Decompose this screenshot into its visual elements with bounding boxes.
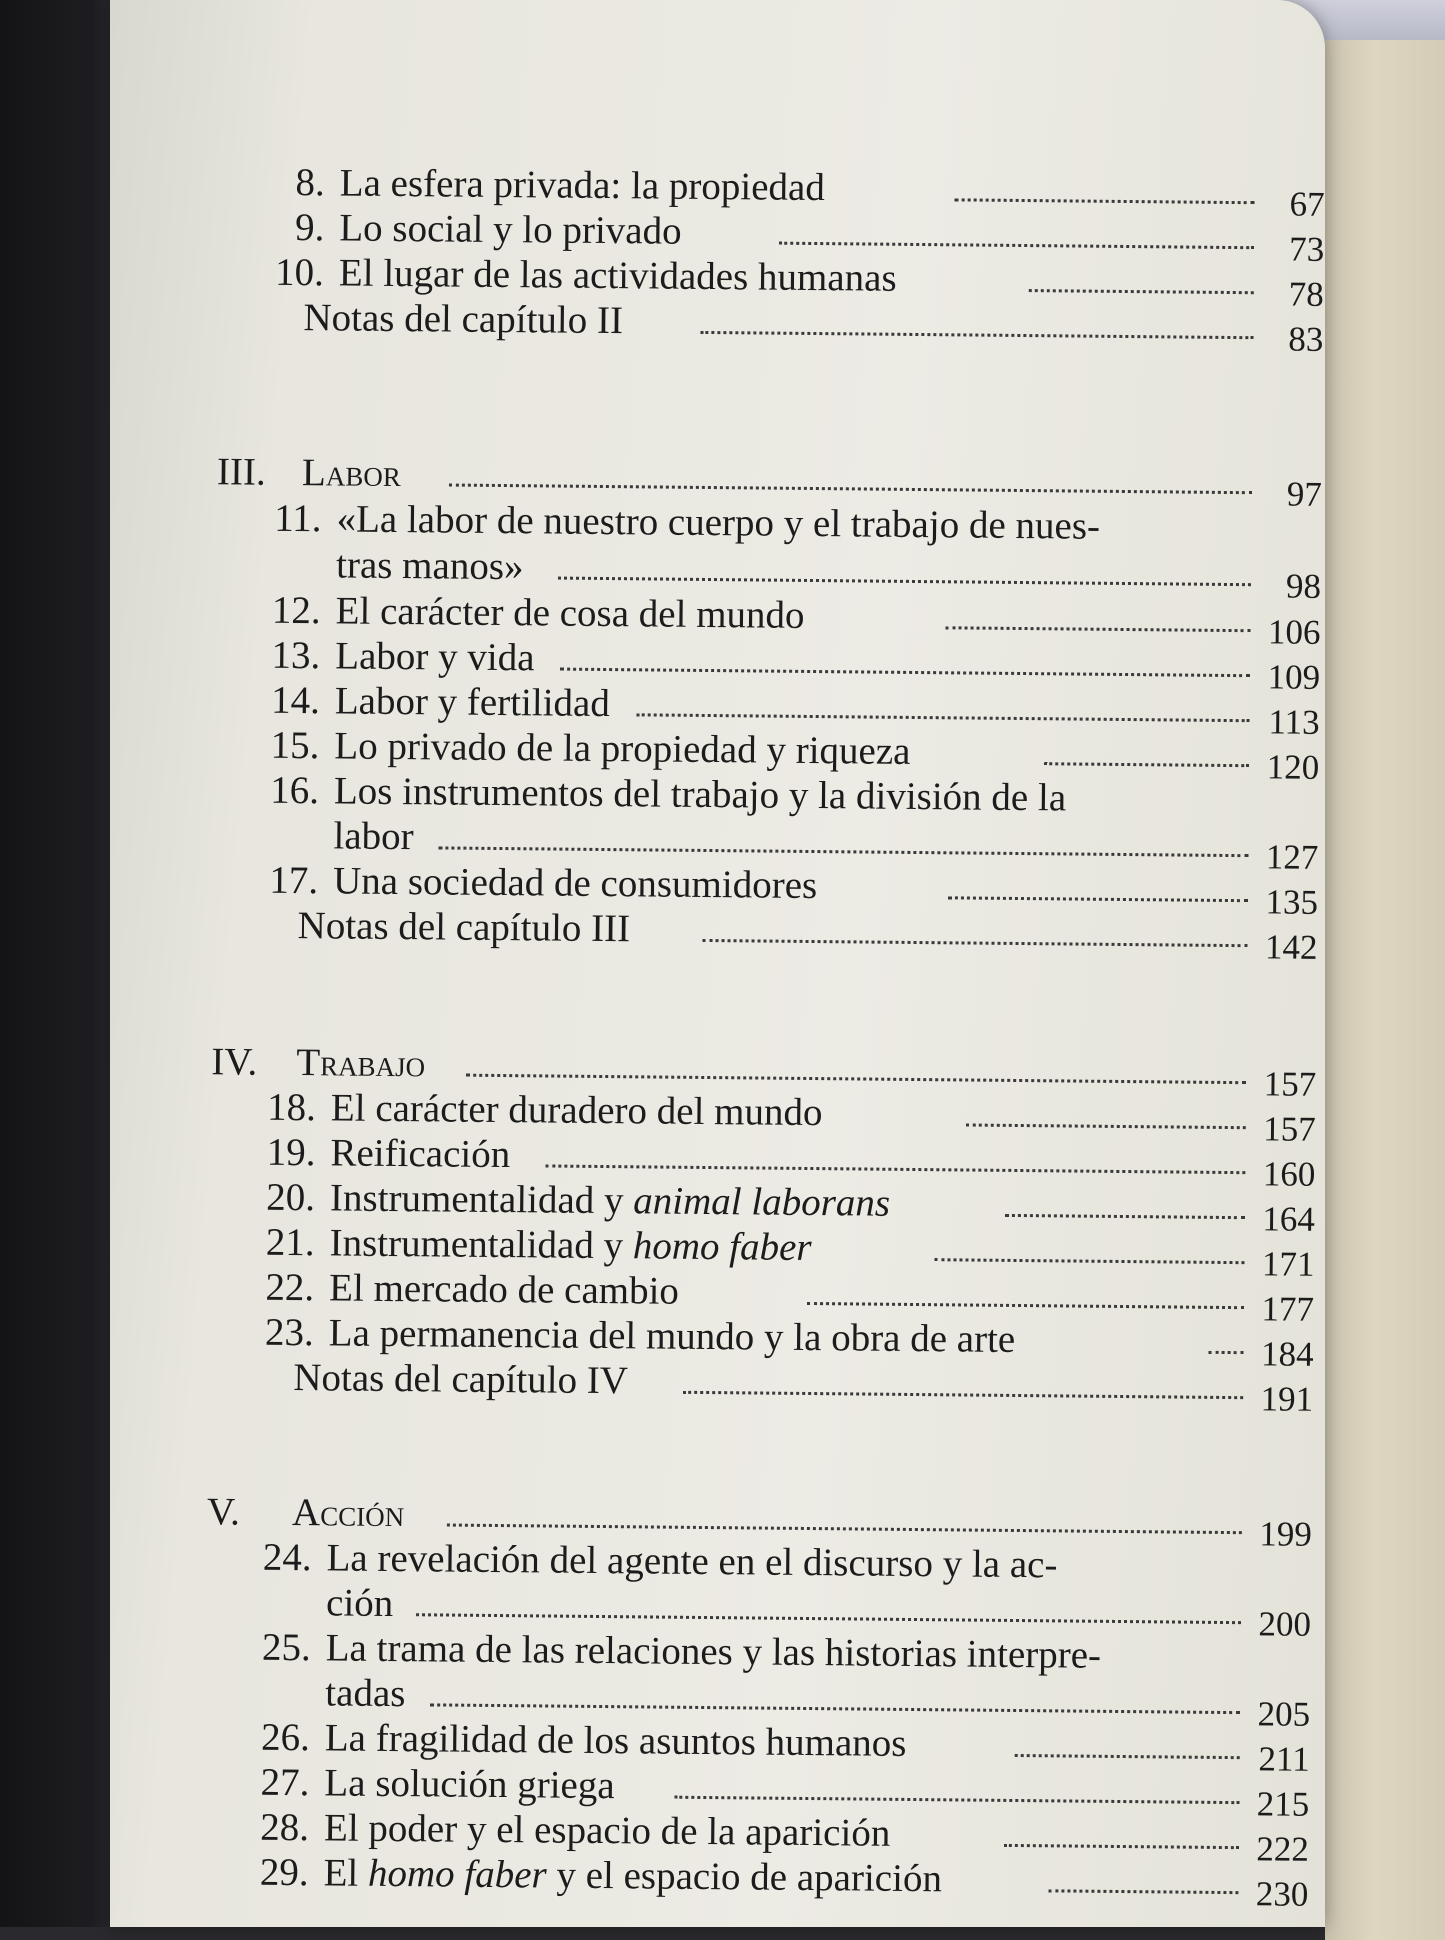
dot-leader bbox=[558, 577, 1251, 587]
entry-page: 205 bbox=[1257, 1694, 1311, 1734]
dot-leader bbox=[430, 1703, 1240, 1714]
entry-title-italic: homo faber bbox=[632, 1224, 812, 1270]
entry-page: 113 bbox=[1268, 702, 1320, 742]
dot-leader bbox=[447, 1524, 1242, 1535]
entry-page: 230 bbox=[1255, 1874, 1309, 1914]
entry-number: 18. bbox=[266, 1085, 317, 1130]
entry-page: 109 bbox=[1267, 657, 1321, 697]
entry-number: 29. bbox=[259, 1850, 309, 1895]
entry-number: 20. bbox=[266, 1175, 316, 1220]
entry-page: 191 bbox=[1260, 1379, 1314, 1419]
entry-title-cont: tadas bbox=[325, 1671, 406, 1716]
entry-number: 22. bbox=[265, 1265, 315, 1310]
entry-number: 27. bbox=[260, 1760, 310, 1805]
entry-title-cont: labor bbox=[333, 814, 414, 859]
entry-title-part: El bbox=[323, 1851, 369, 1895]
entry-title: Notas del capítulo II bbox=[303, 296, 624, 343]
section-title: Acción bbox=[291, 1491, 405, 1536]
section-page: 157 bbox=[1263, 1064, 1317, 1104]
table-of-contents bbox=[173, 160, 1350, 1938]
entry-title: La esfera privada: la propiedad bbox=[339, 161, 826, 210]
entry-number: 13. bbox=[271, 633, 321, 678]
dot-leader bbox=[1044, 762, 1249, 767]
entry-title: «La labor de nuestro cuerpo y el trabajo de nues- bbox=[336, 497, 1101, 548]
entry-page: 98 bbox=[1285, 566, 1322, 606]
section-page: 97 bbox=[1286, 474, 1323, 514]
entry-number: 8. bbox=[295, 161, 325, 205]
entry-title-italic: animal laborans bbox=[633, 1179, 891, 1225]
dot-leader bbox=[560, 668, 1250, 678]
entry-page: 200 bbox=[1258, 1604, 1312, 1644]
dot-leader bbox=[955, 198, 1255, 204]
entry-title: El carácter duradero del mundo bbox=[330, 1086, 823, 1135]
entry-title: Una sociedad de consumidores bbox=[332, 859, 818, 908]
entry-title: Labor y vida bbox=[335, 634, 535, 680]
entry-title: Lo privado de la propiedad y riqueza bbox=[334, 724, 911, 773]
entry-title: El lugar de las actividades humanas bbox=[338, 251, 897, 300]
entry-page: 67 bbox=[1289, 184, 1325, 224]
dot-leader bbox=[807, 1302, 1244, 1309]
entry-number: 24. bbox=[262, 1535, 312, 1580]
entry-title: La fragilidad de los asuntos humanos bbox=[324, 1716, 907, 1765]
dot-leader bbox=[1015, 1754, 1240, 1759]
entry-title bbox=[330, 1176, 890, 1225]
entry-number: 23. bbox=[264, 1310, 314, 1355]
entry-title: Notas del capítulo III bbox=[297, 904, 631, 951]
entry-title bbox=[323, 1851, 942, 1901]
dot-leader bbox=[1029, 289, 1254, 294]
entry-title: El poder y el espacio de la aparición bbox=[323, 1806, 891, 1855]
entry-page: 177 bbox=[1261, 1289, 1315, 1329]
dot-leader bbox=[946, 626, 1251, 632]
section-title: Labor bbox=[301, 451, 402, 496]
entry-page: 211 bbox=[1258, 1739, 1310, 1779]
section-numeral: IV. bbox=[211, 1040, 258, 1084]
section-title: Trabajo bbox=[296, 1041, 426, 1086]
entry-page: 73 bbox=[1289, 229, 1325, 269]
entry-number: 12. bbox=[271, 588, 321, 633]
entry-title: Lo social y lo privado bbox=[339, 206, 682, 253]
entry-number: 17. bbox=[269, 858, 319, 903]
entry-title-italic: homo faber bbox=[367, 1851, 547, 1897]
entry-title: La solución griega bbox=[324, 1761, 615, 1808]
dot-leader bbox=[966, 1123, 1246, 1129]
entry-number: 26. bbox=[260, 1715, 311, 1760]
entry-title: Labor y fertilidad bbox=[334, 679, 611, 726]
entry-title: Reificación bbox=[330, 1131, 511, 1177]
entry-number: 19. bbox=[266, 1130, 316, 1175]
entry-page: 164 bbox=[1262, 1199, 1316, 1239]
section-numeral: V. bbox=[206, 1490, 241, 1534]
dot-leader bbox=[416, 1613, 1241, 1624]
entry-title: Notas del capítulo IV bbox=[293, 1356, 629, 1403]
dot-leader bbox=[1048, 1889, 1238, 1894]
entry-page: 215 bbox=[1256, 1784, 1310, 1824]
entry-page: 127 bbox=[1265, 837, 1319, 877]
dot-leader bbox=[1004, 1844, 1239, 1849]
entry-page: 160 bbox=[1262, 1154, 1316, 1194]
dot-leader bbox=[545, 1164, 1245, 1174]
entry-title: La revelación del agente en el discurso y la ac- bbox=[326, 1536, 1058, 1587]
dot-leader bbox=[637, 713, 1250, 722]
entry-page: 106 bbox=[1267, 612, 1321, 652]
entry-page: 157 bbox=[1263, 1109, 1316, 1149]
dot-leader bbox=[466, 1074, 1246, 1084]
entry-title: Los instrumentos del trabajo y la división de la bbox=[333, 769, 1067, 820]
dot-leader bbox=[674, 1796, 1239, 1804]
dot-leader bbox=[449, 484, 1252, 495]
entry-page: 78 bbox=[1288, 274, 1324, 314]
entry-page: 83 bbox=[1288, 319, 1324, 359]
entry-title-part: y el espacio de aparición bbox=[546, 1853, 943, 1901]
entry-page: 184 bbox=[1260, 1334, 1314, 1374]
dot-leader bbox=[438, 846, 1248, 857]
dot-leader bbox=[1005, 1214, 1245, 1219]
entry-number: 25. bbox=[261, 1625, 311, 1670]
entry-number: 9. bbox=[294, 206, 325, 250]
entry-title: El mercado de cambio bbox=[328, 1266, 680, 1313]
entry-title-cont: tras manos» bbox=[335, 543, 524, 589]
dot-leader bbox=[1209, 1351, 1244, 1354]
dot-leader bbox=[934, 1258, 1244, 1264]
dot-leader bbox=[779, 242, 1254, 250]
dot-leader bbox=[700, 331, 1253, 339]
dot-leader bbox=[703, 939, 1248, 947]
entry-page: 142 bbox=[1264, 927, 1318, 967]
entry-number: 28. bbox=[260, 1805, 310, 1850]
entry-number: 11. bbox=[274, 496, 322, 541]
entry-title-part: Instrumentalidad y bbox=[329, 1221, 634, 1268]
entry-number: 21. bbox=[265, 1220, 315, 1265]
section-page: 199 bbox=[1259, 1514, 1313, 1554]
entry-page: 171 bbox=[1261, 1244, 1315, 1284]
entry-page: 135 bbox=[1265, 882, 1319, 922]
entry-page: 120 bbox=[1266, 747, 1320, 787]
entry-title: La permanencia del mundo y la obra de arte bbox=[328, 1311, 1016, 1361]
entry-page: 222 bbox=[1256, 1829, 1310, 1869]
entry-title-part: Instrumentalidad y bbox=[329, 1176, 634, 1223]
dot-leader bbox=[948, 896, 1248, 902]
entry-number: 10. bbox=[274, 250, 325, 295]
entry-title-cont: ción bbox=[325, 1581, 394, 1626]
entry-title: La trama de las relaciones y las historias interpre- bbox=[325, 1626, 1102, 1677]
entry-number: 15. bbox=[270, 723, 320, 768]
entry-title bbox=[329, 1221, 811, 1270]
entry-number: 16. bbox=[269, 768, 320, 813]
section-numeral: III. bbox=[216, 450, 266, 494]
entry-number: 14. bbox=[270, 678, 321, 723]
entry-title: El carácter de cosa del mundo bbox=[335, 589, 805, 637]
dot-leader bbox=[683, 1391, 1243, 1399]
